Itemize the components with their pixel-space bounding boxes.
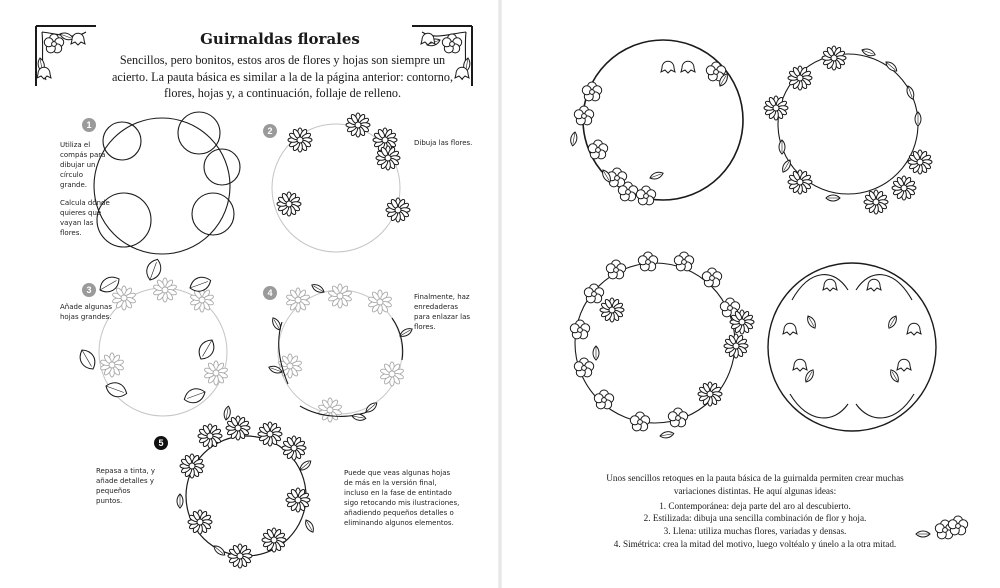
step-1-note-1: Utiliza el compás para dibujar un círculo grande.: [60, 141, 106, 189]
wreath-full: [570, 252, 754, 439]
intro-paragraph: Sencillos, pero bonitos, estos aros de flores y hojas son siempre un acierto. La pauta básica es similar a la de la página anterior: contorno, flores, hojas y, a continuación, follaje de relleno.: [111, 53, 454, 100]
step-3-badge: 3: [82, 283, 96, 297]
corner-ornament-left: [36, 26, 96, 86]
idea-1: 1. Contemporánea: deja parte del aro al descubierto.: [659, 500, 851, 511]
step-5-note-2: Puede que veas algunas hojas de más en la versión final, incluso en la fase de entintado sigo retocando mis ilustraciones, añadiendo pequeños detalles o eliminando algunos elementos.: [344, 469, 460, 527]
idea-3: 3. Llena: utiliza muchas flores, variadas y densas.: [663, 526, 847, 537]
variations-intro: Unos sencillos retoques en la pauta básica de la guirnalda permiten crear muchas variaciones distintas. He aquí algunas ideas:: [606, 473, 904, 496]
corner-flower-sprig: [916, 516, 968, 539]
step-4-note-1: Finalmente, haz enredaderas para enlazar las flores.: [414, 293, 471, 331]
step-5-notes-left: [96, 466, 158, 514]
wreath-symmetric: [768, 263, 936, 431]
wreath-contemporary: [570, 40, 743, 205]
step-3-note-1: Añade algunas hojas grandes.: [60, 303, 112, 321]
step-4-notes: [414, 292, 474, 340]
step-4-badge: 4: [263, 286, 277, 300]
step5-drawing: [177, 406, 316, 568]
step3-drawing: [76, 257, 228, 416]
step-5-badge: 5: [154, 436, 168, 450]
page-title: Guirnaldas florales: [200, 30, 360, 48]
step-2-note-1: Dibuja las flores.: [414, 139, 473, 147]
step-5-note-1: Repasa a tinta, y añade detalles y pequeños puntos.: [96, 467, 156, 505]
step2-drawing: [272, 113, 410, 252]
wreath-stylised: [764, 46, 932, 214]
step-1-badge: 1: [82, 118, 96, 132]
idea-4: 4. Simétrica: crea la mitad del motivo, luego voltéalo y únelo a la otra mitad.: [613, 538, 897, 549]
step1-drawing: [94, 112, 240, 254]
step-2-badge: 2: [263, 124, 277, 138]
step-1-note-2: Calcula dónde quieres que vayan las flores.: [60, 199, 110, 237]
step-1-notes: [60, 140, 112, 246]
step-5-notes-right: [344, 468, 460, 536]
step4-drawing: [268, 282, 414, 422]
step-3-notes: [60, 302, 112, 330]
idea-2: 2. Estilizada: dibuja una sencilla combinación de flor y hoja.: [643, 513, 867, 524]
step-2-notes: [414, 138, 474, 156]
variations-caption: [600, 472, 910, 551]
